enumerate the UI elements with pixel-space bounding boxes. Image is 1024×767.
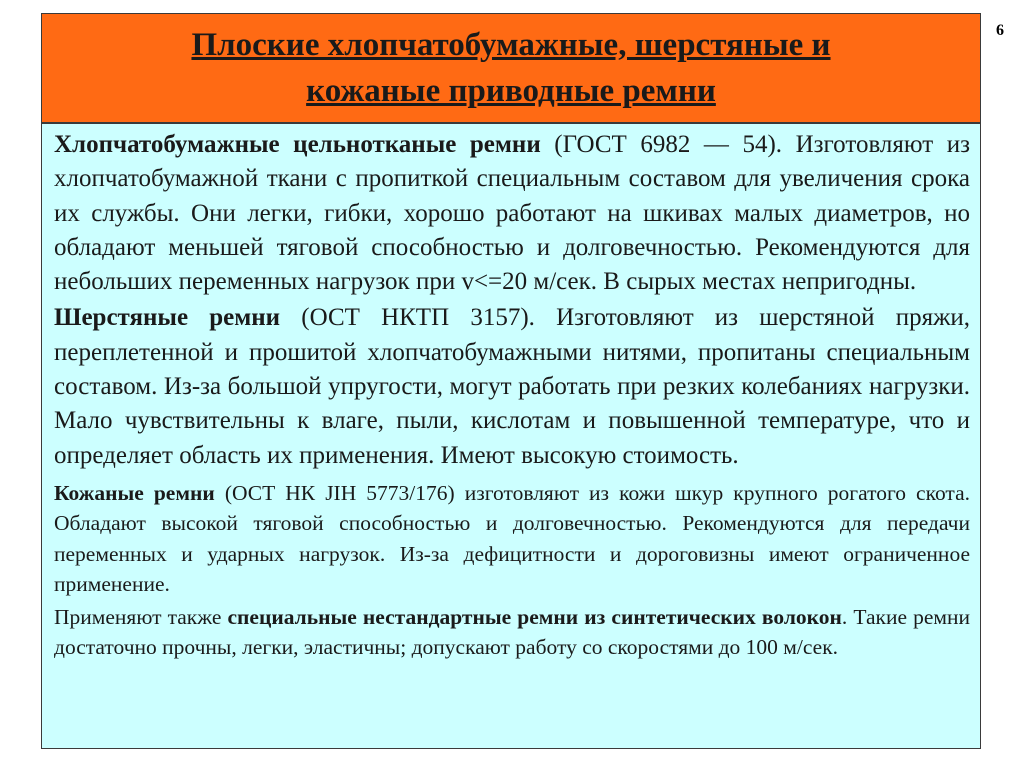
- term-leather-belts: Кожаные ремни: [54, 480, 215, 505]
- paragraph-synthetic-belts: [54, 602, 970, 663]
- term-wool-belts: Шерстяные ремни: [54, 304, 281, 332]
- term-synthetic-belts: специальные нестандартные ремни из синтетических волокон: [227, 604, 842, 629]
- title-banner: [41, 13, 981, 123]
- paragraph-cotton-belts: [54, 128, 970, 299]
- paragraph-leather-belts: [54, 478, 970, 600]
- title-line-1: Плоские хлопчатобумажные, шерстяные и: [191, 27, 831, 63]
- text-wool-belts: (ОСТ НКТП 3157). Изготовляют из шерстяной пряжи, переплетенной и прошитой хлопчатобумажными нитями, пропитаны специальным составом. Из-за большой упругости, могут работать при резких колебаниях нагрузки. Мало чувствительны к влаге, пыли, кислотам и повышенной температуре, что и определяет область их применения. Имеют высокую стоимость.: [54, 304, 971, 469]
- text-synthetic-belts: . Такие ремни достаточно прочны, легки, эластичны; допускают работу со скоростями до 100 м/сек.: [54, 604, 971, 660]
- paragraph-wool-belts: [54, 301, 970, 472]
- text-synthetic-intro: Применяют также: [54, 604, 228, 629]
- text-cotton-belts: (ГОСТ 6982 — 54). Изготовляют из хлопчатобумажной ткани с пропиткой специальным составом для увеличения срока их службы. Они легки, гибки, хорошо работают на шкивах малых диаметров, но обладают меньшей тяговой способностью и долговечностью. Рекомендуются для небольших переменных нагрузок при v<=20 м/сек. В сырых местах непригодны.: [54, 131, 970, 296]
- title-line-2: кожаные приводные ремни: [306, 73, 716, 109]
- term-cotton-belts: Хлопчатобумажные цельнотканые ремни: [54, 131, 541, 158]
- content-panel: [41, 123, 981, 749]
- page-number: 6: [996, 22, 1004, 39]
- text-leather-belts: (ОСТ НК ЈІН 5773/176) изготовляют из кожи шкур крупного рогатого скота. Обладают высокой тяговой способностью и долговечностью. Рекомендуются для передачи переменных и ударных нагрузок. Из-за дефицитности и дороговизны имеют ограниченное применение.: [54, 480, 970, 597]
